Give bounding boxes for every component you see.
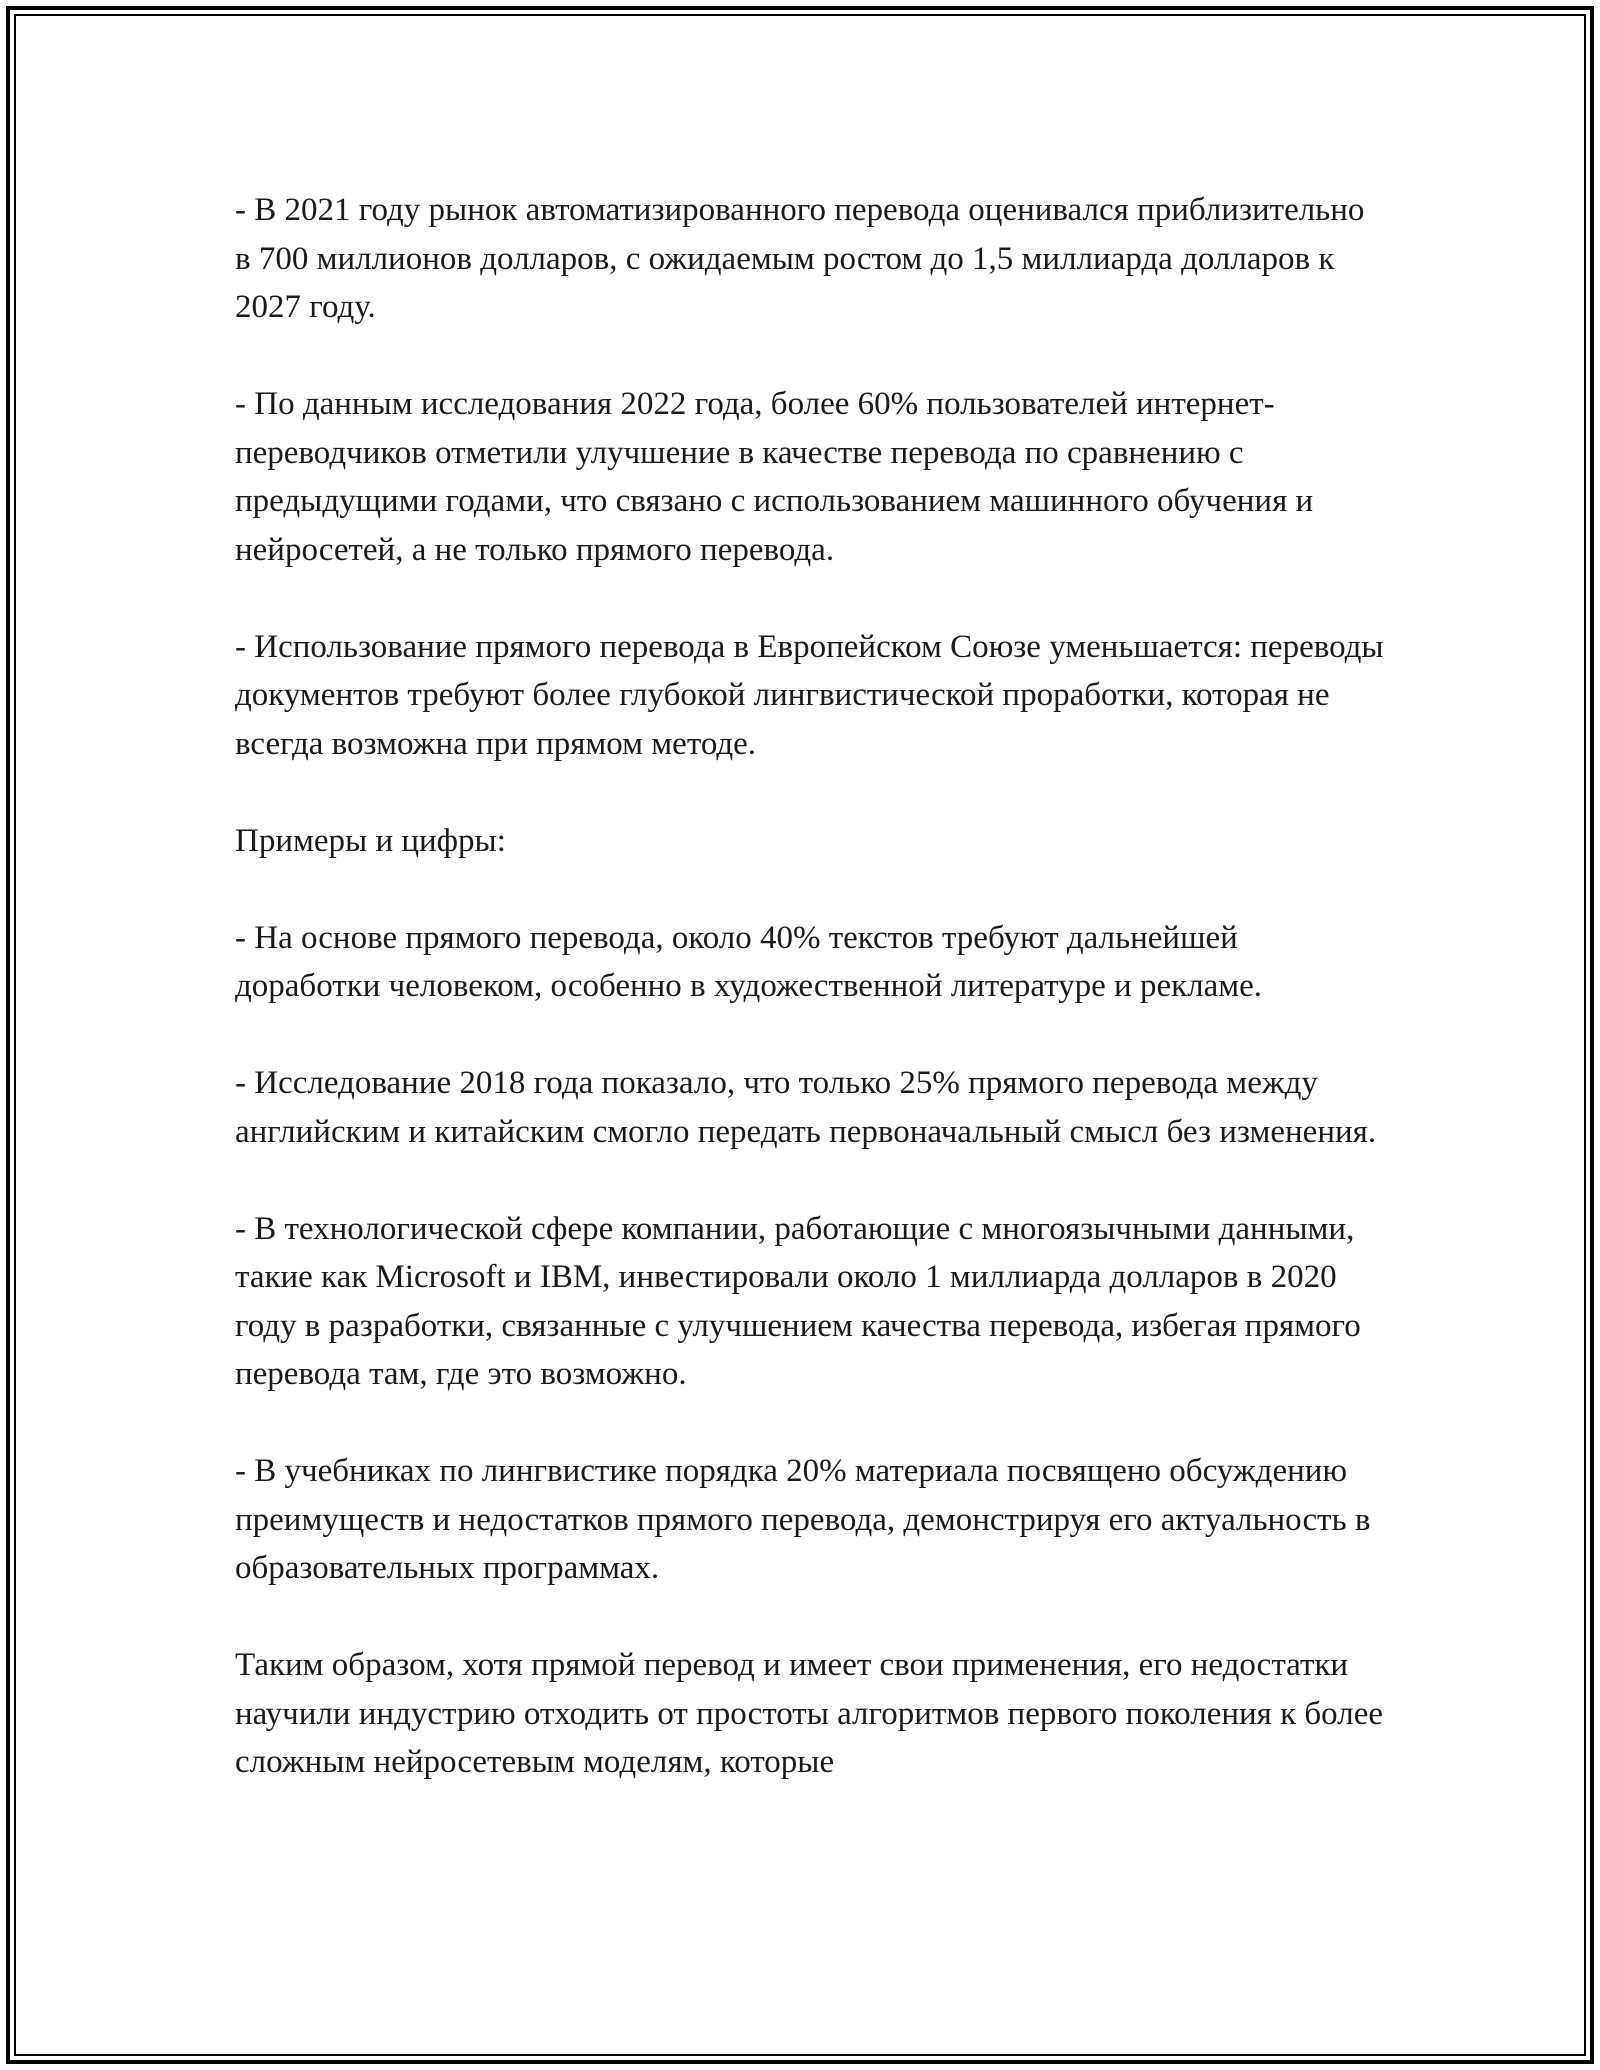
paragraph-textbooks: - В учебниках по лингвистике порядка 20% материала посвящено обсуждению преимуществ и недостатков прямого перевода, демонстрируя его актуальность в образовательных программах. [235, 1453, 1371, 1586]
paragraph-40-percent: - На основе прямого перевода, около 40% текстов требуют дальнейшей доработки человеком, особенно в художественной литературе и рекламе. [235, 919, 1263, 1004]
paragraph-study-2022: - По данным исследования 2022 года, более 60% пользователей интернет-переводчиков отметили улучшение в качестве перевода по сравнению с предыдущими годами, что связано с использованием машинного обучения и нейросетей, а не только прямого перевода. [235, 386, 1314, 568]
paragraph-market-2021: - В 2021 году рынок автоматизированного перевода оценивался приблизительно в 700 миллионов долларов, с ожидаемым ростом до 1,5 миллиарда долларов к 2027 году. [235, 192, 1365, 325]
paragraph-examples-heading: Примеры и цифры: [235, 822, 506, 859]
paragraph-tech-investment: - В технологической сфере компании, работающие с многоязычными данными, такие как Microsoft и IBM, инвестировали около 1 миллиарда долларов в 2020 году в разработки, связанные с улучшением качества перевода, избегая прямого перевода там, где это возможно. [235, 1210, 1361, 1392]
paragraph-eu-usage: - Использование прямого перевода в Европейском Союзе уменьшается: переводы документов требуют более глубокой лингвистической проработки, которая не всегда возможна при прямом методе. [235, 628, 1384, 762]
document-body [235, 186, 1385, 1835]
paragraph-study-2018: - Исследование 2018 года показало, что только 25% прямого перевода между английским и китайским смогло передать первоначальный смысл без изменения. [235, 1065, 1377, 1150]
paragraph-conclusion: Таким образом, хотя прямой перевод и имеет свои применения, его недостатки научили индустрию отходить от простоты алгоритмов первого поколения к более сложным нейросетевым моделям, которые [235, 1647, 1384, 1780]
